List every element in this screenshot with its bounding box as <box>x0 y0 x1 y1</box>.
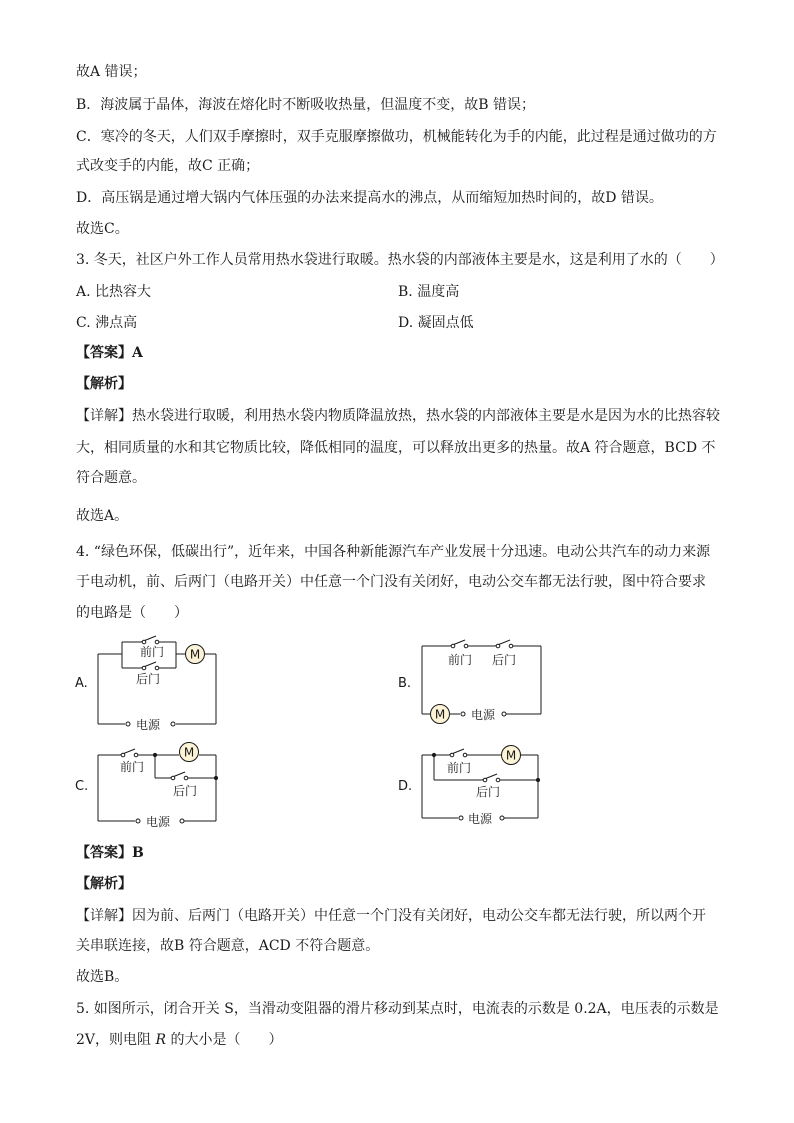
q4-answer: 【答案】B <box>76 845 144 861</box>
motor-label: M <box>434 707 446 722</box>
switch-label-back: 后门 <box>173 784 198 798</box>
q4-analysis-heading: 【解析】 <box>76 876 132 892</box>
q5-text: 2V，则电阻 <box>76 1032 156 1048</box>
switch-label-front: 前门 <box>140 645 165 659</box>
q5-text: 的大小是（ ） <box>166 1032 283 1048</box>
option-letter: C. <box>75 779 89 794</box>
option-letter: B. <box>398 676 412 691</box>
q3-option-c: C. 沸点高 <box>76 315 138 331</box>
question-4: 的电路是（ ） <box>76 605 188 621</box>
switch-label-front: 前门 <box>120 760 145 774</box>
q3-choice: 故选A。 <box>76 508 129 524</box>
q3-option-d: D. 凝固点低 <box>398 315 474 331</box>
circuit-diagram-c <box>70 738 230 838</box>
question-5 <box>76 1030 282 1050</box>
circuit-diagram-d <box>392 738 552 838</box>
option-letter: D. <box>398 779 413 794</box>
q4-detail: 关串联连接，故B 符合题意，ACD 不符合题意。 <box>76 938 380 954</box>
power-label: 电源 <box>146 815 171 829</box>
q3-detail: 符合题意。 <box>76 470 146 486</box>
q3-answer: 【答案】A <box>76 345 143 361</box>
q3-detail: 【详解】热水袋进行取暖，利用热水袋内物质降温放热，热水袋的内部液体主要是水是因为水的比热容较 <box>76 408 720 424</box>
switch-label-back: 后门 <box>492 653 517 667</box>
q4-detail: 【详解】因为前、后两门（电路开关）中任意一个门没有关闭好，电动公交车都无法行驶，所以两个开 <box>76 908 706 924</box>
text-line: 故A 错误； <box>76 64 147 80</box>
q3-option-a: A. 比热容大 <box>76 284 152 300</box>
circuit-diagram-a <box>70 628 230 738</box>
question-4: 于电动机，前、后两门（电路开关）中任意一个门没有关闭好，电动公交车都无法行驶，图中符合要求 <box>76 574 706 590</box>
text-line: C．寒冷的冬天，人们双手摩擦时，双手克服摩擦做功，机械能转化为手的内能，此过程是通过做功的方 <box>76 129 717 145</box>
q3-analysis-heading: 【解析】 <box>76 376 132 392</box>
q3-detail: 大，相同质量的水和其它物质比较，降低相同的温度，可以释放出更多的热量。故A 符合题意，BCD 不 <box>76 440 716 456</box>
power-label: 电源 <box>471 708 496 722</box>
motor-label: M <box>505 748 517 763</box>
option-letter: A. <box>75 676 88 691</box>
question-4: 4. “绿色环保，低碳出行”，近年来，中国各种新能源汽车产业发展十分迅速。电动公共汽车的动力来源 <box>76 544 711 560</box>
text-line: 式改变手的内能，故C 正确； <box>76 158 260 174</box>
switch-label-front: 前门 <box>447 761 472 775</box>
question-3: 3. 冬天，社区户外工作人员常用热水袋进行取暖。热水袋的内部液体主要是水，这是利用了水的（ ） <box>76 252 724 268</box>
power-label: 电源 <box>468 812 493 826</box>
text-line: D．高压锅是通过增大锅内气体压强的办法来提高水的沸点，从而缩短加热时间的，故D 错误。 <box>76 190 663 206</box>
switch-label-back: 后门 <box>136 672 161 686</box>
motor-label: M <box>189 647 201 662</box>
q3-option-b: B. 温度高 <box>398 284 460 300</box>
motor-label: M <box>183 745 195 760</box>
switch-label-front: 前门 <box>448 653 473 667</box>
switch-label-back: 后门 <box>476 785 501 799</box>
text-line: B．海波属于晶体，海波在熔化时不断吸收热量，但温度不变，故B 错误； <box>76 97 536 113</box>
variable-r: R <box>155 1032 167 1048</box>
question-5: 5. 如图所示，闭合开关 S，当滑动变阻器的滑片移动到某点时，电流表的示数是 0.2A，电压表的示数是 <box>76 1001 719 1017</box>
text-line: 故选C。 <box>76 221 129 237</box>
q4-choice: 故选B。 <box>76 969 129 985</box>
circuit-diagram-b <box>392 628 552 733</box>
power-label: 电源 <box>136 718 161 732</box>
